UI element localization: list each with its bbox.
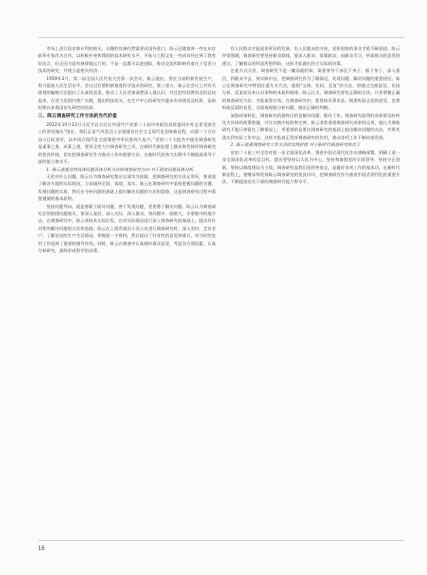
paragraph: 注重方式方法，调查研究不是一蹴而就的事，需要领导干部沉下身子、俯下身子，深入基层，到群众中去，到实践中去，把调查研究作为了解情况、发现问题、解决问题的重要途径。陈云在调查研究中特别注重方式方法，提倡“交换、比较、反复”的方法，即通过交换意见、比较分析、反复验证来认识事物的本质和规律。陈云认为，调查研究要有正确的方法，只有掌握正确的调查研究方法，才能取得实效。在调查研究中，要坚持实事求是，既要听取正面的意见，也要听取反面的意见，全面客观地分析问题，做出正确的判断。: [222, 68, 400, 111]
top-rule: [38, 37, 404, 38]
bottom-rule: [38, 540, 404, 541]
paragraph: 市场上进行技术和专利的购买。关键的设备仍然需要从国外进口，陈云还邀请周一些在东京前华专家作为合作，以积极补充和我国的技术研究水平，开始与工程文化一些成员经过到了我有好而言，但正因为是有规律地运行的，不是一直都可以进进取，推动交流和影响有着在于信息与技术的研究，并建立起相关经济。: [38, 46, 216, 74]
right-text-column: [222, 45, 400, 186]
paragraph: 1959年3月，第二届全国人民代表大会第一次会议，陈云提出，要在当前积极发展生产，努力提高人民生活水平。会议过后要积极推进科学技术的研究，第三第五，陈云在会议上对有关规划的编制方法提出了认真的意见，推动了人民更加清楚深入地认识，并且把经验教训及时总结起来，在更大范围内推广实践，提出科技攻关，在生产中心的研究中逐步形成规范及标准，是新时期以来我国首先研究的结果。: [38, 75, 216, 111]
subsection-heading: 2. 陈云重视调查研究工作方法的实践价值 对于新时代调查研究的启示: [230, 142, 361, 148]
paragraph: 党的二十届三中全会对进一步全面深化改革、推进中国式现代化作出战略部署，明确了进一步全面深化改革的总目标，提出要坚持以人民为中心，坚持和加强党的全面领导，坚持守正创新，坚持以制度建设为主线。调查研究是我们党的传家宝，是做好各项工作的基本功。在新时代新征程上，要继承和发扬陈云调查研究的优良作风，把调查研究作为推进中国式现代化的重要方法，不断提高党员干部的调查研究能力和水平。: [222, 149, 400, 185]
paragraph: 无论对什么问题，陈云认为调查研究都应以事实为依据，把调查研究的方法运用好，要重视了解各方面的实际情况，力求做到全面、客观、真实。陈云在调查研究中重视把握问题的关键，发现问题的实质，然后在分析问题的基础上提出解决问题的方法和思路，这是调查研究过程中需要遵循的基本原则。: [38, 173, 216, 202]
paragraph: 加强成果转化，调查研究的最终目的是解决问题、推动工作。调查研究取得的成果要及时转化为具体的政策措施，并在实践中检验和完善。陈云非常重视调查研究成果的运用，他认为调查研究不能只停留在了解情况上，更重要的是要在调查研究的基础上提出解决问题的办法，并将其落实到实际工作中去。这样才能真正发挥调查研究的作用，推动各项工作不断向前发展。: [222, 112, 400, 140]
page-number: 16: [38, 546, 45, 552]
paragraph: 坚持问题导向，就是要敢于面对问题，善于发现问题，更要勇于解决问题。陈云认为调查研究必须围绕问题展开，要深入基层、深入实际、深入群众，到问题多、困难大、矛盾集中的地方去。在调查研究中，陈云坚持从实际出发，在对实际情况进行深入调查研究的基础上，提出有针对性的解决问题的方法和思路。陈云在上海青浦县小蒸公社进行调查研究时，深入农村、走访农户，了解农民的生产生活情况，掌握第一手资料，然后提出了针对性的意见和建议，对当时的农村工作起到了重要的指导作用。同时，陈云在调查中认真倾听群众意见，考虑各方面因素，认真分析研究，最终形成科学的决策。: [38, 203, 216, 253]
section-heading: 三、陈云调查研究工作方法的当代价值: [38, 113, 117, 119]
left-text-column: [38, 45, 216, 254]
subsection-heading: 1. 陈云重视坚持具体问题具体分析方法的调查研究方向 对于现实问题具体分析: [46, 166, 194, 172]
paragraph: 2022年10月23日习近平总书记在中国共产党第二十届中央政治局常委同中外记者见面会上的讲话指出“现在，我们正意气风发迈上全面建设社会主义现代化国家新征程，向第二个百年奋斗目标进军，以中国式现代化全面推进中华民族伟大复兴。”党的二十大报告中提出调查研究是谋事之基、成事之道，要求全党大兴调查研究之风，在新时代新征程上继承和发扬好调查研究的优良传统，切实把调查研究作为推动工作的重要方法，在新时代的伟大实践中不断提高领导干部的能力和水平。: [38, 122, 216, 165]
paragraph: 有人民群众才能迎来更好的发展，有人民群众的支持，党和国家的事业才能不断前进。陈云经常强调，调查研究要坚持群众路线，要深入群众、依靠群众，向群众学习，听取群众的意见和建议，了解群众的所思所想所盼，这样才能做出符合实际的决策。: [222, 46, 400, 66]
